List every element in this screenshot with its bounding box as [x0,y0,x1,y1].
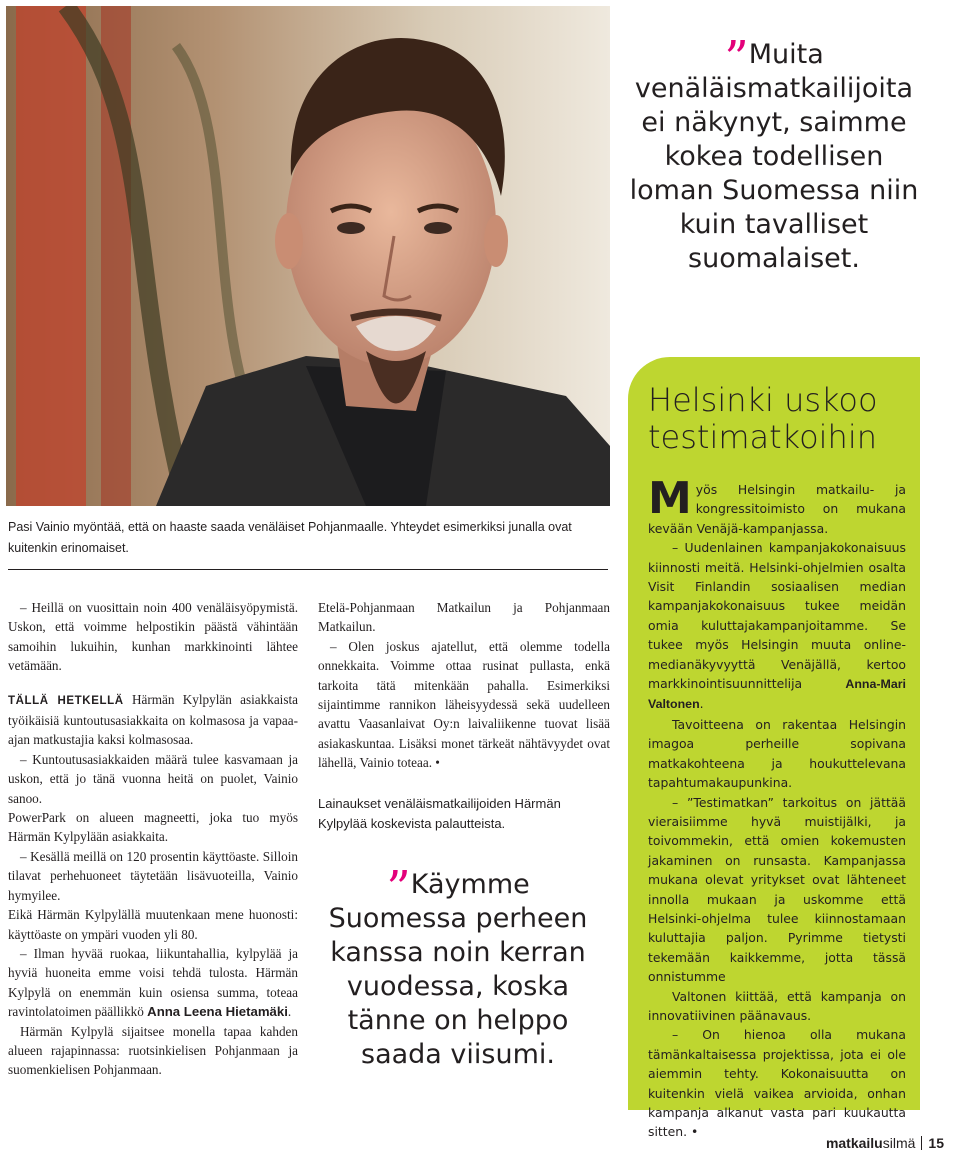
divider [8,569,608,570]
paragraph-text: – Ilman hyvää ruokaa, liikuntahallia, kylpylää ja hyviä huoneita emme voisi tehdä tulosta. Härmän Kylpylä on enemmän kuin osiensa summa, toteaa ravintolatoimen päällikkö [8,945,298,1020]
brand-bold: matkailu [825,1135,883,1151]
lead-in: TÄLLÄ HETKELLÄ [8,694,124,707]
paragraph: PowerPark on alueen magneetti, joka tuo myös Härmän Kylpylään asiakkaita. [8,810,298,845]
paragraph [8,690,298,750]
person-name: Anna-Mari Valtonen [648,677,906,712]
paragraph-text: Härmän Kylpylän asiakkaista työikäisiä kuntoutusasiakkaita on kolmasosa ja vapaa-ajan matkustajia kaksi kolmasosaa. [8,691,298,748]
photo-caption: Pasi Vainio myöntää, että on haaste saada venäläiset Pohjanmaalle. Yhteydet esimerkiksi junalla ovat kuitenkin erinomaiset. [8,520,572,555]
pullquote-mid-text: Käymme Suomessa perheen kanssa noin kerran vuodessa, koska tänne on helppo saada viisumi. [328,869,588,1070]
quote-mark-icon: ” [386,861,405,917]
paragraph: Etelä-Pohjanmaan Matkailun ja Pohjanmaan Matkailun. [318,600,610,635]
paragraph [8,944,298,1022]
paragraph [648,473,906,538]
paragraph: – Heillä on vuosittain noin 400 venäläisyöpymistä. Uskon, että voimme helpostikin päästä vähintään samoihin lukuihin, kunhan markkinointi lähtee vetämään. [8,600,298,674]
quote-source-note: Lainaukset venäläismatkailijoiden Härmän Kylpylää koskevista palautteista. [318,796,561,831]
pullquote-top-text: Muita venäläismatkailijoita ei näkynyt, saimme kokea todellisen loman Suomessa niin kuin tavalliset suomalaiset. [629,39,919,274]
footer-divider [921,1136,922,1150]
portrait-illustration [6,6,610,506]
paragraph [648,538,906,715]
paragraph: Härmän Kylpylä sijaitsee monella tapaa kahden alueen rajapinnassa: ruotsinkielisen Pohjanmaan ja suomenkielisen Pohjanmaan. [8,1023,298,1078]
paragraph-text: yös Helsingin matkailu- ja kongressitoimisto on mukana kevään Venäjä-kampanjassa. [648,482,906,536]
page-footer [826,1135,944,1151]
quote-mark-icon: ” [724,31,743,87]
pullquote-mid [318,861,598,1072]
sidebar-body [648,473,906,1142]
paragraph-text: . [287,1004,292,1020]
paragraph: Tavoitteena on rakentaa Helsingin imagoa perheille sopivana matkakohteena ja houkuttelevana tapahtumakaupunkina. [648,716,906,791]
paragraph: – On hienoa olla mukana tämänkaltaisessa projektissa, jota ei ole aiemmin tehty. Kokonaisuutta on kuitenkin vielä vaikea arvioida, onhan kampanja alkanut vasta pari kuukautta sitten. • [648,1027,906,1140]
sidebar-title: Helsinki uskoo testimatkoihin [648,381,878,456]
brand-rest: silmä [882,1135,916,1151]
paragraph: – Olen joskus ajatellut, että olemme todella onnekkaita. Voimme ottaa rusinat pullasta, enkä tarkoita tätä mitenkään pahalla. Esimerkiksi sijaintimme rannikon läheisyydessä sekä uudelleen avattu Vaasanlaivat Oy:n laivaliikenne tuovat lisää asiakaskuntaa. Lisäksi monet tärkeät nähtävyydet ovat lähellä, Vainio toteaa. • [318,638,610,771]
paragraph: – Kuntoutusasiakkaiden määrä tulee kasvamaan ja uskon, että jo tänä vuonna heitä on puolet, Vainio sanoo. [8,751,298,806]
portrait-photo [6,6,610,506]
pullquote-top [624,31,924,276]
paragraph: Valtonen kiittää, että kampanja on innovatiivinen päänavaus. [648,988,906,1023]
paragraph-text: . [699,696,704,712]
page-number: 15 [928,1135,944,1151]
person-name: Anna Leena Hietamäki [147,1004,288,1020]
paragraph: Eikä Härmän Kylpylällä muutenkaan mene huonosti: käyttöaste on ympäri vuoden yli 80. [8,907,298,942]
paragraph-text: – Uudenlainen kampanjakokonaisuus kiinnosti meitä. Helsinki-ohjelmien osalta Visit Finlandin sosiaalisen median kampanjakokonaisuus tukee meidän omia kuluttajakampanjoitamme. Se tukee myös Helsingin muuta online-medianäkyvyyttä Venäjällä, kertoo markkinointisuunnittelija [648,540,906,692]
drop-cap: M [648,473,692,524]
paragraph: – Kesällä meillä on 120 prosentin käyttöaste. Silloin tilavat perhehuoneet täytetään lisävuoteilla, Vainio hymyilee. [8,848,298,903]
paragraph: – ”Testimatkan” tarkoitus on jättää vieraisiimme hyvä muistijälki, ja toivommekin, että omien kokemusten jakaminen on runsasta. Kampanjassa mukana olevat yritykset ovat lähteneet innolla mukaan ja uskomme että Helsinki-ohjelma tulee kiinnostamaan kuluttajia paljon. Pyrimme tietysti tekemään kaikkemme, jotta tässä onnistumme [648,794,906,985]
body-column-1 [8,598,298,1080]
body-column-2 [318,598,610,773]
